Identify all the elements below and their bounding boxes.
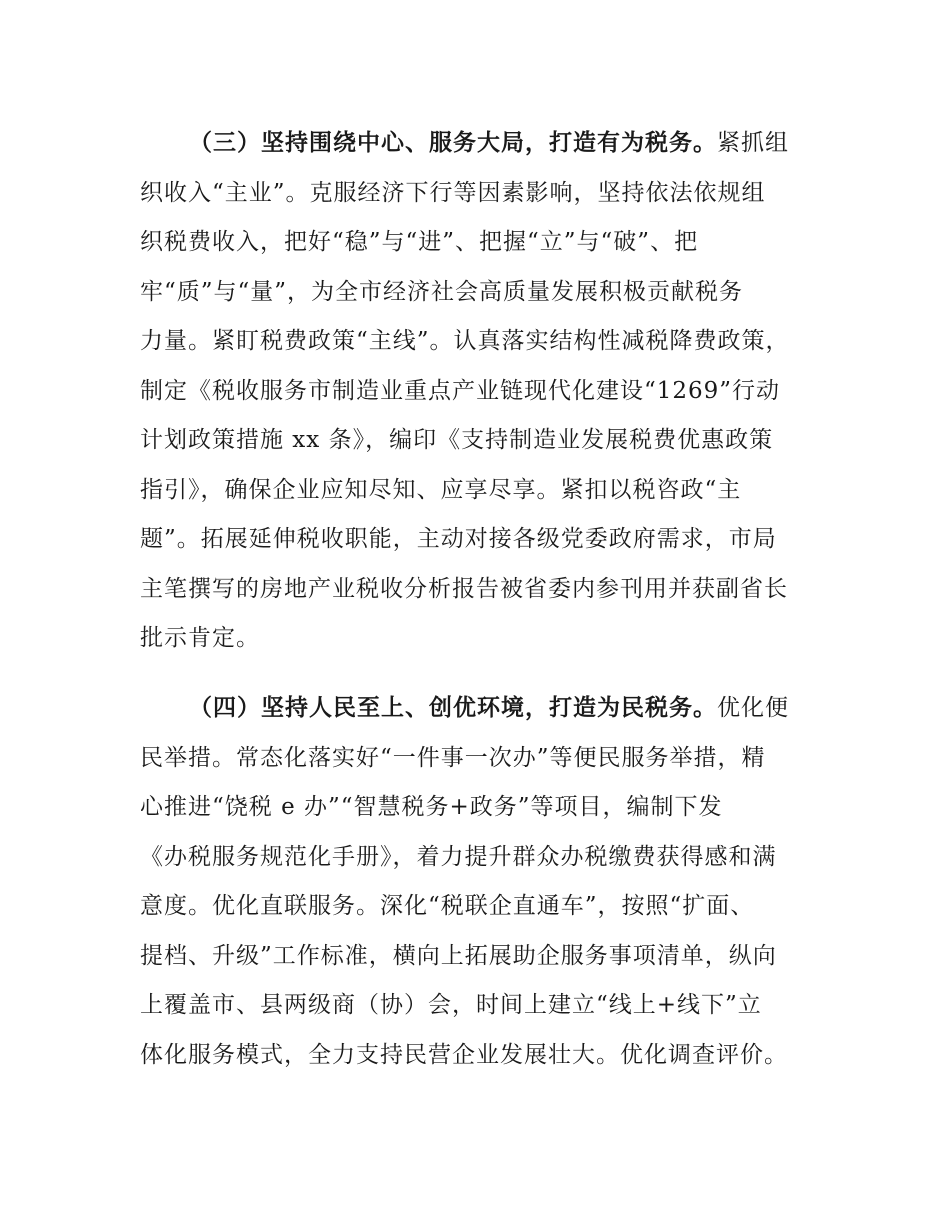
body-line: 上覆盖市、县两级商（协）会，时间上建立“线上+线下”立 — [140, 992, 762, 1018]
paragraph-section-4 — [140, 684, 820, 1080]
body-line: 力量。紧盯税费政策“主线”。认真落实结构性减税降费政策， — [140, 328, 790, 354]
body-line: 《办税服务规范化手册》，着力提升群众办税缴费获得感和满 — [140, 843, 777, 870]
paragraph-first-line — [140, 684, 820, 734]
body-line: 制定《税收服务市制造业重点产业链现代化建设“1269”行动 — [140, 377, 781, 404]
section-heading: （四）坚持人民至上、创优环境，打造为民税务。 — [189, 695, 717, 721]
paragraph-section-3 — [140, 119, 820, 664]
body-line: 指引》，确保企业应知尽知、应享尽享。紧扣以税咨政“主 — [140, 476, 742, 503]
section-heading: （三）坚持围绕中心、服务大局，打造有为税务。 — [189, 130, 717, 156]
body-line: 提档、升级”工作标准，横向上拓展助企服务事项清单，纵向 — [140, 942, 777, 969]
body-line: 意度。优化直联服务。深化“税联企直通车”，按照“扩面、 — [140, 893, 755, 919]
body-line: 牢“质”与“量”，为全市经济社会高质量发展积极贡献税务 — [140, 278, 744, 305]
body-line: 织税费收入，把好“稳”与“进”、把握“立”与“破”、把 — [140, 229, 699, 255]
body-line: 心推进“饶税 e 办”“智慧税务+政务”等项目，编制下发 — [140, 794, 723, 820]
body-line: 计划政策措施 xx 条》，编印《支持制造业发展税费优惠政策 — [140, 427, 774, 453]
body-line: 体化服务模式，全力支持民营企业发展壮大。优化调查评价。 — [140, 1041, 788, 1068]
body-line: 主笔撰写的房地产业税收分析报告被省委内参刊用并获副省长 — [140, 575, 788, 602]
body-line: 织收入“主业”。克服经济下行等因素影响，坚持依法依规组 — [140, 179, 766, 206]
paragraph-first-line — [140, 119, 820, 169]
body-text: 优化便 — [717, 695, 789, 721]
body-line: 批示肯定。 — [140, 625, 260, 651]
body-line: 题”。拓展延伸税收职能，主动对接各级党委政府需求，市局 — [140, 526, 777, 552]
body-line: 民举措。常态化落实好“一件事一次办”等便民服务举措，精 — [140, 744, 766, 771]
body-text: 紧抓组 — [717, 130, 789, 156]
